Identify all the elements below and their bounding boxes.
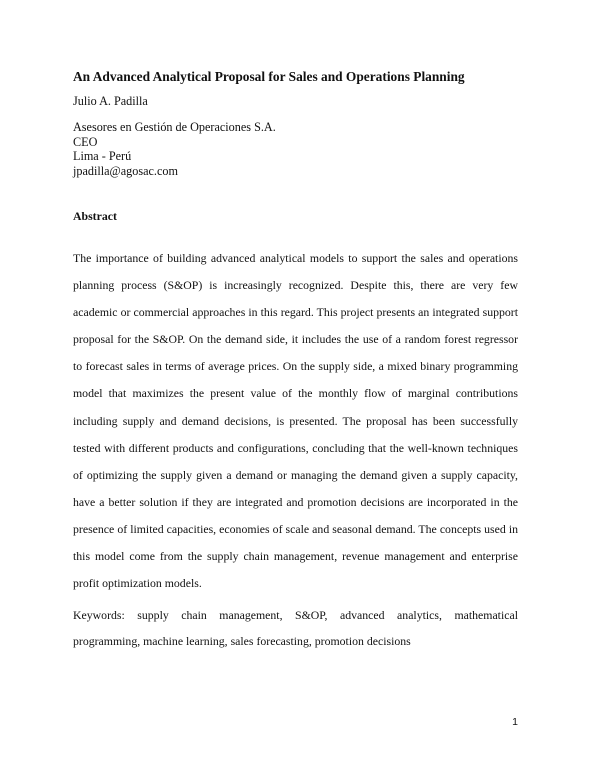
author-name: Julio A. Padilla xyxy=(73,94,148,108)
author-affiliation xyxy=(73,120,276,178)
keywords-text: Keywords: supply chain management, S&OP, advanced analytics, mathematical programming, machine learning, sales forecasting, promotion decisions xyxy=(73,608,518,648)
paper-title: An Advanced Analytical Proposal for Sales and Operations Planning xyxy=(73,69,465,84)
author-email: jpadilla@agosac.com xyxy=(73,163,178,178)
affiliation-location: Lima - Perú xyxy=(73,149,132,164)
affiliation-position: CEO xyxy=(73,134,98,149)
abstract-text: The importance of building advanced analytical models to support the sales and operations planning process (S&OP) is increasingly recognized. Despite this, there are very few academic or commercial approaches in this regard. This project presents an integrated support proposal for the S&OP. On the demand side, it includes the use of a random forest regressor to forecast sales in terms of average prices. On the supply side, a mixed binary programming model that maximizes the present value of the monthly flow of marginal contributions including supply and demand decisions, is presented. The proposal has been successfully tested with different products and configurations, concluding that the well-known techniques of optimizing the supply given a demand or managing the demand given a supply capacity, have a better solution if they are integrated and promotion decisions are incorporated in the presence of limited capacities, economies of scale and seasonal demand. The concepts used in this model come from the supply chain management, revenue management and enterprise profit optimization models. xyxy=(73,251,518,591)
page-number: 1 xyxy=(512,716,518,728)
affiliation-organization: Asesores en Gestión de Operaciones S.A. xyxy=(73,120,276,134)
abstract-heading: Abstract xyxy=(73,209,117,223)
